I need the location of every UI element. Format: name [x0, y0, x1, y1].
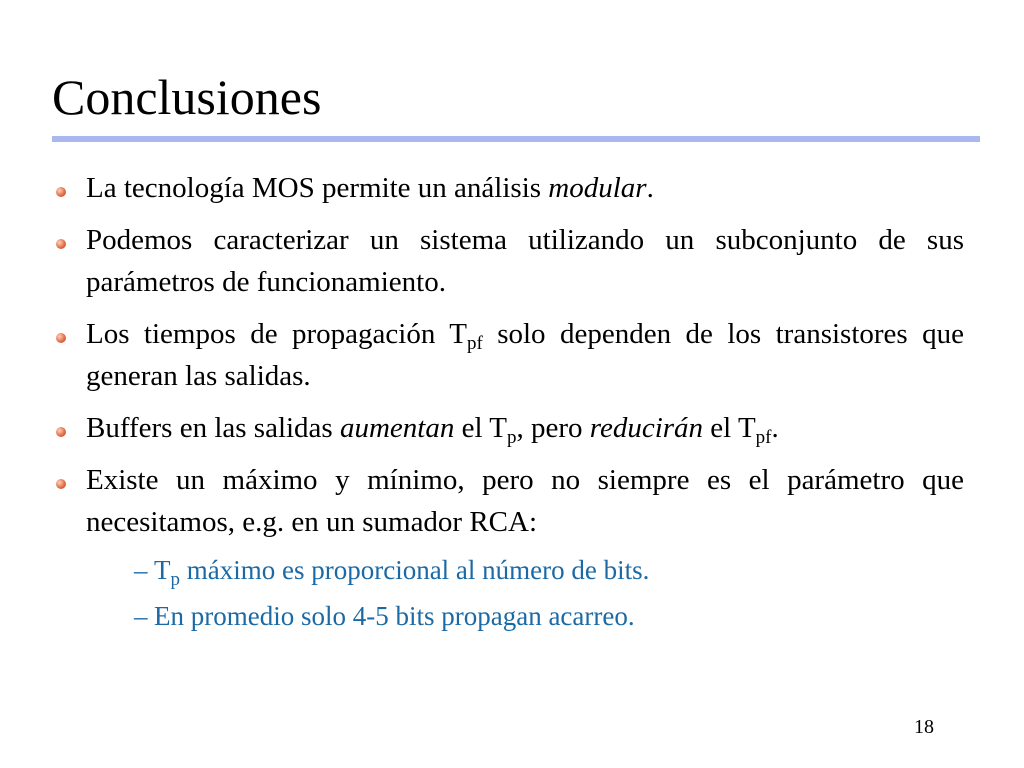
dash-icon: – — [134, 555, 148, 585]
bullet-list — [52, 167, 964, 649]
bullet-dot-icon — [56, 427, 66, 437]
dash-icon: – — [134, 601, 148, 631]
bullet-text-end: . — [771, 412, 779, 444]
sub-bullet-text-end: máximo es proporcional al número de bits. — [180, 555, 650, 585]
bullet-emphasis: modular — [548, 172, 647, 204]
bullet-item-parametros — [52, 219, 964, 303]
subscript: p — [170, 569, 180, 590]
bullet-text-end: . — [646, 172, 654, 204]
bullet-text: Existe un máximo y mínimo, pero no siempre es el parámetro que necesitamos, e.g. en un sumador RCA: — [86, 464, 964, 538]
bullet-dot-icon — [56, 187, 66, 197]
bullet-dot-icon — [56, 239, 66, 249]
bullet-item-tiempos — [52, 313, 964, 397]
bullet-item-modular — [52, 167, 964, 209]
sub-bullet-text: En promedio solo 4-5 bits propagan acarreo. — [154, 601, 635, 631]
bullet-emphasis: reducirán — [589, 412, 704, 444]
subscript: pf — [755, 427, 772, 448]
sub-bullet-text: T — [154, 555, 171, 585]
bullet-dot-icon — [56, 479, 66, 489]
bullet-text: el T — [703, 412, 756, 444]
bullet-text: Podemos caracterizar un sistema utilizando un subconjunto de sus parámetros de funcionamiento. — [86, 224, 964, 298]
sub-bullet-item-tp-maximo — [86, 547, 964, 593]
bullet-text: , pero — [516, 412, 590, 444]
slide-title: Conclusiones — [52, 69, 322, 125]
subscript: pf — [466, 333, 483, 354]
title-underline — [52, 136, 980, 142]
bullet-text-end: solo dependen de los transistores que generan las salidas. — [86, 318, 964, 392]
subscript: p — [506, 427, 517, 448]
bullet-text: Buffers en las salidas — [86, 412, 340, 444]
bullet-emphasis: aumentan — [339, 412, 455, 444]
page-number: 18 — [914, 716, 934, 738]
bullet-text: el T — [454, 412, 507, 444]
bullet-item-maximo-minimo — [52, 459, 964, 639]
sub-bullet-item-promedio — [86, 593, 964, 639]
bullet-text: La tecnología MOS permite un análisis — [86, 172, 549, 204]
bullet-item-buffers — [52, 407, 964, 449]
sub-bullet-list — [86, 547, 964, 639]
bullet-text: Los tiempos de propagación T — [86, 318, 467, 350]
bullet-dot-icon — [56, 333, 66, 343]
